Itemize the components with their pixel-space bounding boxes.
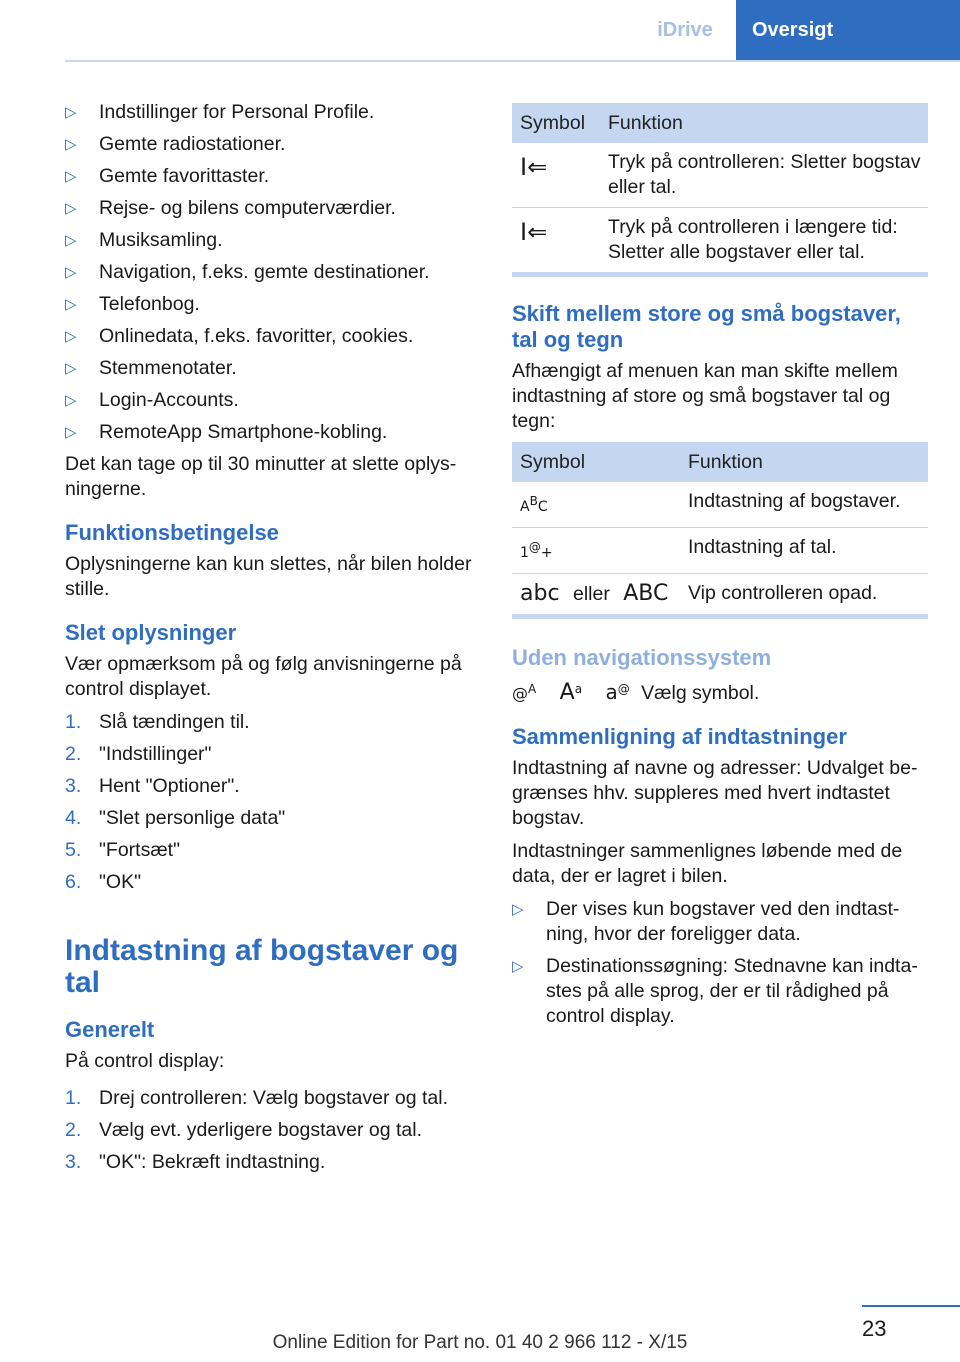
page-header (634, 0, 960, 61)
list-item: ▷ Gemte radiostationer. (65, 133, 286, 155)
list-item: ▷ Navigation, f.eks. gemte destinationer. (65, 261, 430, 283)
triangle-bullet-icon: ▷ (65, 200, 77, 217)
table-header-function: Funktion (680, 442, 928, 482)
triangle-bullet-icon: ▷ (512, 958, 524, 975)
heading-switch: Skift mellem store og små bogstaver, tal og tegn (512, 301, 901, 352)
list-item: 1. Drej controlleren: Vælg bogstaver og tal. (65, 1087, 449, 1109)
heading-condition: Funktionsbetingelse (65, 520, 279, 545)
letters-mode-icon: $A^BC$ (520, 494, 548, 515)
list-item: ▷ Login-Accounts. (65, 389, 239, 411)
uppercase-icon: ABC (623, 581, 669, 606)
case-symbol-table (512, 442, 928, 614)
table-header-symbol: Symbol (512, 103, 600, 143)
table-row: I⇐ Tryk på controlleren i længere tid: Sletter alle bogstaver eller tal. (520, 216, 898, 263)
or-label: eller (572, 583, 610, 605)
condition-text: Oplysningerne kan kun slettes, når bilen holder stille. (65, 553, 472, 600)
left-column (65, 100, 483, 1182)
list-item: 3. "OK": Bekræft indtastning. (65, 1151, 326, 1173)
table-header-function: Funktion (600, 103, 928, 143)
triangle-bullet-icon: ▷ (65, 296, 77, 313)
list-item: ▷ Destinationssøgning: Stednavne kan indtastes på alle sprog, der er til rådighed på control display. (512, 955, 918, 1027)
heading-general: Generelt (65, 1017, 155, 1042)
duration-note: Det kan tage op til 30 minutter at slette oplysningerne. (65, 453, 457, 500)
table-row: abc eller ABC Vip controlleren opad. (520, 581, 878, 606)
list-item: 3. Hent "Optioner". (65, 775, 240, 797)
numbers-mode-icon: 1@+ (520, 540, 553, 561)
switch-text: Afhængigt af menuen kan man skifte mellem indtastning af store og små bogstaver tal og tegn: (512, 360, 898, 432)
delete-symbol-table (512, 103, 928, 272)
heading-compare: Sammenligning af indtastninger (512, 724, 847, 749)
triangle-bullet-icon: ▷ (65, 424, 77, 441)
capital-letter-icon: $A^a$ (559, 680, 583, 705)
edition-footer: Online Edition for Part no. 01 40 2 966 112 - X/15 (272, 1332, 688, 1353)
triangle-bullet-icon: ▷ (65, 264, 77, 281)
table-end-rule (512, 272, 928, 277)
lowercase-icon: abc (520, 581, 560, 606)
triangle-bullet-icon: ▷ (65, 392, 77, 409)
symbol-select-line (512, 677, 928, 706)
data-list (65, 100, 483, 445)
triangle-bullet-icon: ▷ (65, 232, 77, 249)
list-item: ▷ RemoteApp Smartphone-kobling. (65, 421, 388, 443)
input-steps (65, 1086, 483, 1175)
heading-no-navigation: Uden navigationssystem (512, 645, 772, 670)
header-current-label: Oversigt (736, 0, 960, 61)
list-item: ▷ Der vises kun bogstaver ved den indtastning, hvor der foreligger data. (512, 898, 900, 945)
list-item: 5. "Fortsæt" (65, 839, 181, 861)
general-text: På control display: (65, 1050, 225, 1072)
compare-text-1: Indtastning af navne og adresser: Udvalget begrænses hhv. suppleres med hvert indtastet bogstav. (512, 757, 918, 829)
header-rule (65, 60, 960, 62)
compare-list (512, 897, 928, 1029)
triangle-bullet-icon: ▷ (65, 104, 77, 121)
footer-rule (862, 1305, 960, 1307)
list-item: ▷ Gemte favorittaster. (65, 165, 270, 187)
list-item: 2. Vælg evt. yderligere bogstaver og tal. (65, 1119, 423, 1141)
delete-steps (65, 710, 483, 895)
list-item: ▷ Onlinedata, f.eks. favoritter, cookies. (65, 325, 414, 347)
backspace-icon: I⇐ (520, 153, 548, 181)
header-section-label: iDrive (634, 0, 736, 61)
list-item: 6. "OK" (65, 871, 142, 893)
select-symbol-text: Vælg symbol. (641, 682, 760, 704)
backspace-icon: I⇐ (520, 218, 548, 246)
table-row: 1@+ Indtastning af tal. (512, 528, 928, 574)
small-letter-icon: a@ (605, 680, 630, 704)
triangle-bullet-icon: ▷ (65, 328, 77, 345)
delete-text: Vær opmærksom på og følg anvisningerne på control displayet. (65, 653, 462, 700)
heading-delete: Slet oplysninger (65, 620, 237, 645)
list-item: ▷ Musiksamling. (65, 229, 223, 251)
triangle-bullet-icon: ▷ (65, 168, 77, 185)
heading-main: Indtastning af bogstaver og tal (65, 934, 459, 999)
table-row: I⇐ Tryk på controlleren: Sletter bogstav eller tal. (512, 143, 928, 208)
table-header-symbol: Symbol (512, 442, 680, 482)
compare-text-2: Indtastninger sammenlignes løbende med de data, der er lagret i bilen. (512, 840, 903, 887)
table-row: $A^BC$ Indtastning af bogstaver. (512, 482, 928, 528)
right-column (512, 103, 928, 1036)
list-item: ▷ Telefonbog. (65, 293, 200, 315)
list-item: ▷ Rejse- og bilens computerværdier. (65, 197, 396, 219)
table-end-rule (512, 614, 928, 619)
list-item: ▷ Stemmenotater. (65, 357, 237, 379)
page-number: 23 (862, 1316, 887, 1341)
triangle-bullet-icon: ▷ (512, 901, 524, 918)
at-symbol-icon: @$^A$ (512, 682, 537, 703)
list-item: ▷ Indstillinger for Personal Profile. (65, 101, 375, 123)
list-item: 2. "Indstillinger" (65, 743, 212, 765)
triangle-bullet-icon: ▷ (65, 136, 77, 153)
triangle-bullet-icon: ▷ (65, 360, 77, 377)
list-item: 4. "Slet personlige data" (65, 807, 286, 829)
list-item: 1. Slå tændingen til. (65, 711, 250, 733)
